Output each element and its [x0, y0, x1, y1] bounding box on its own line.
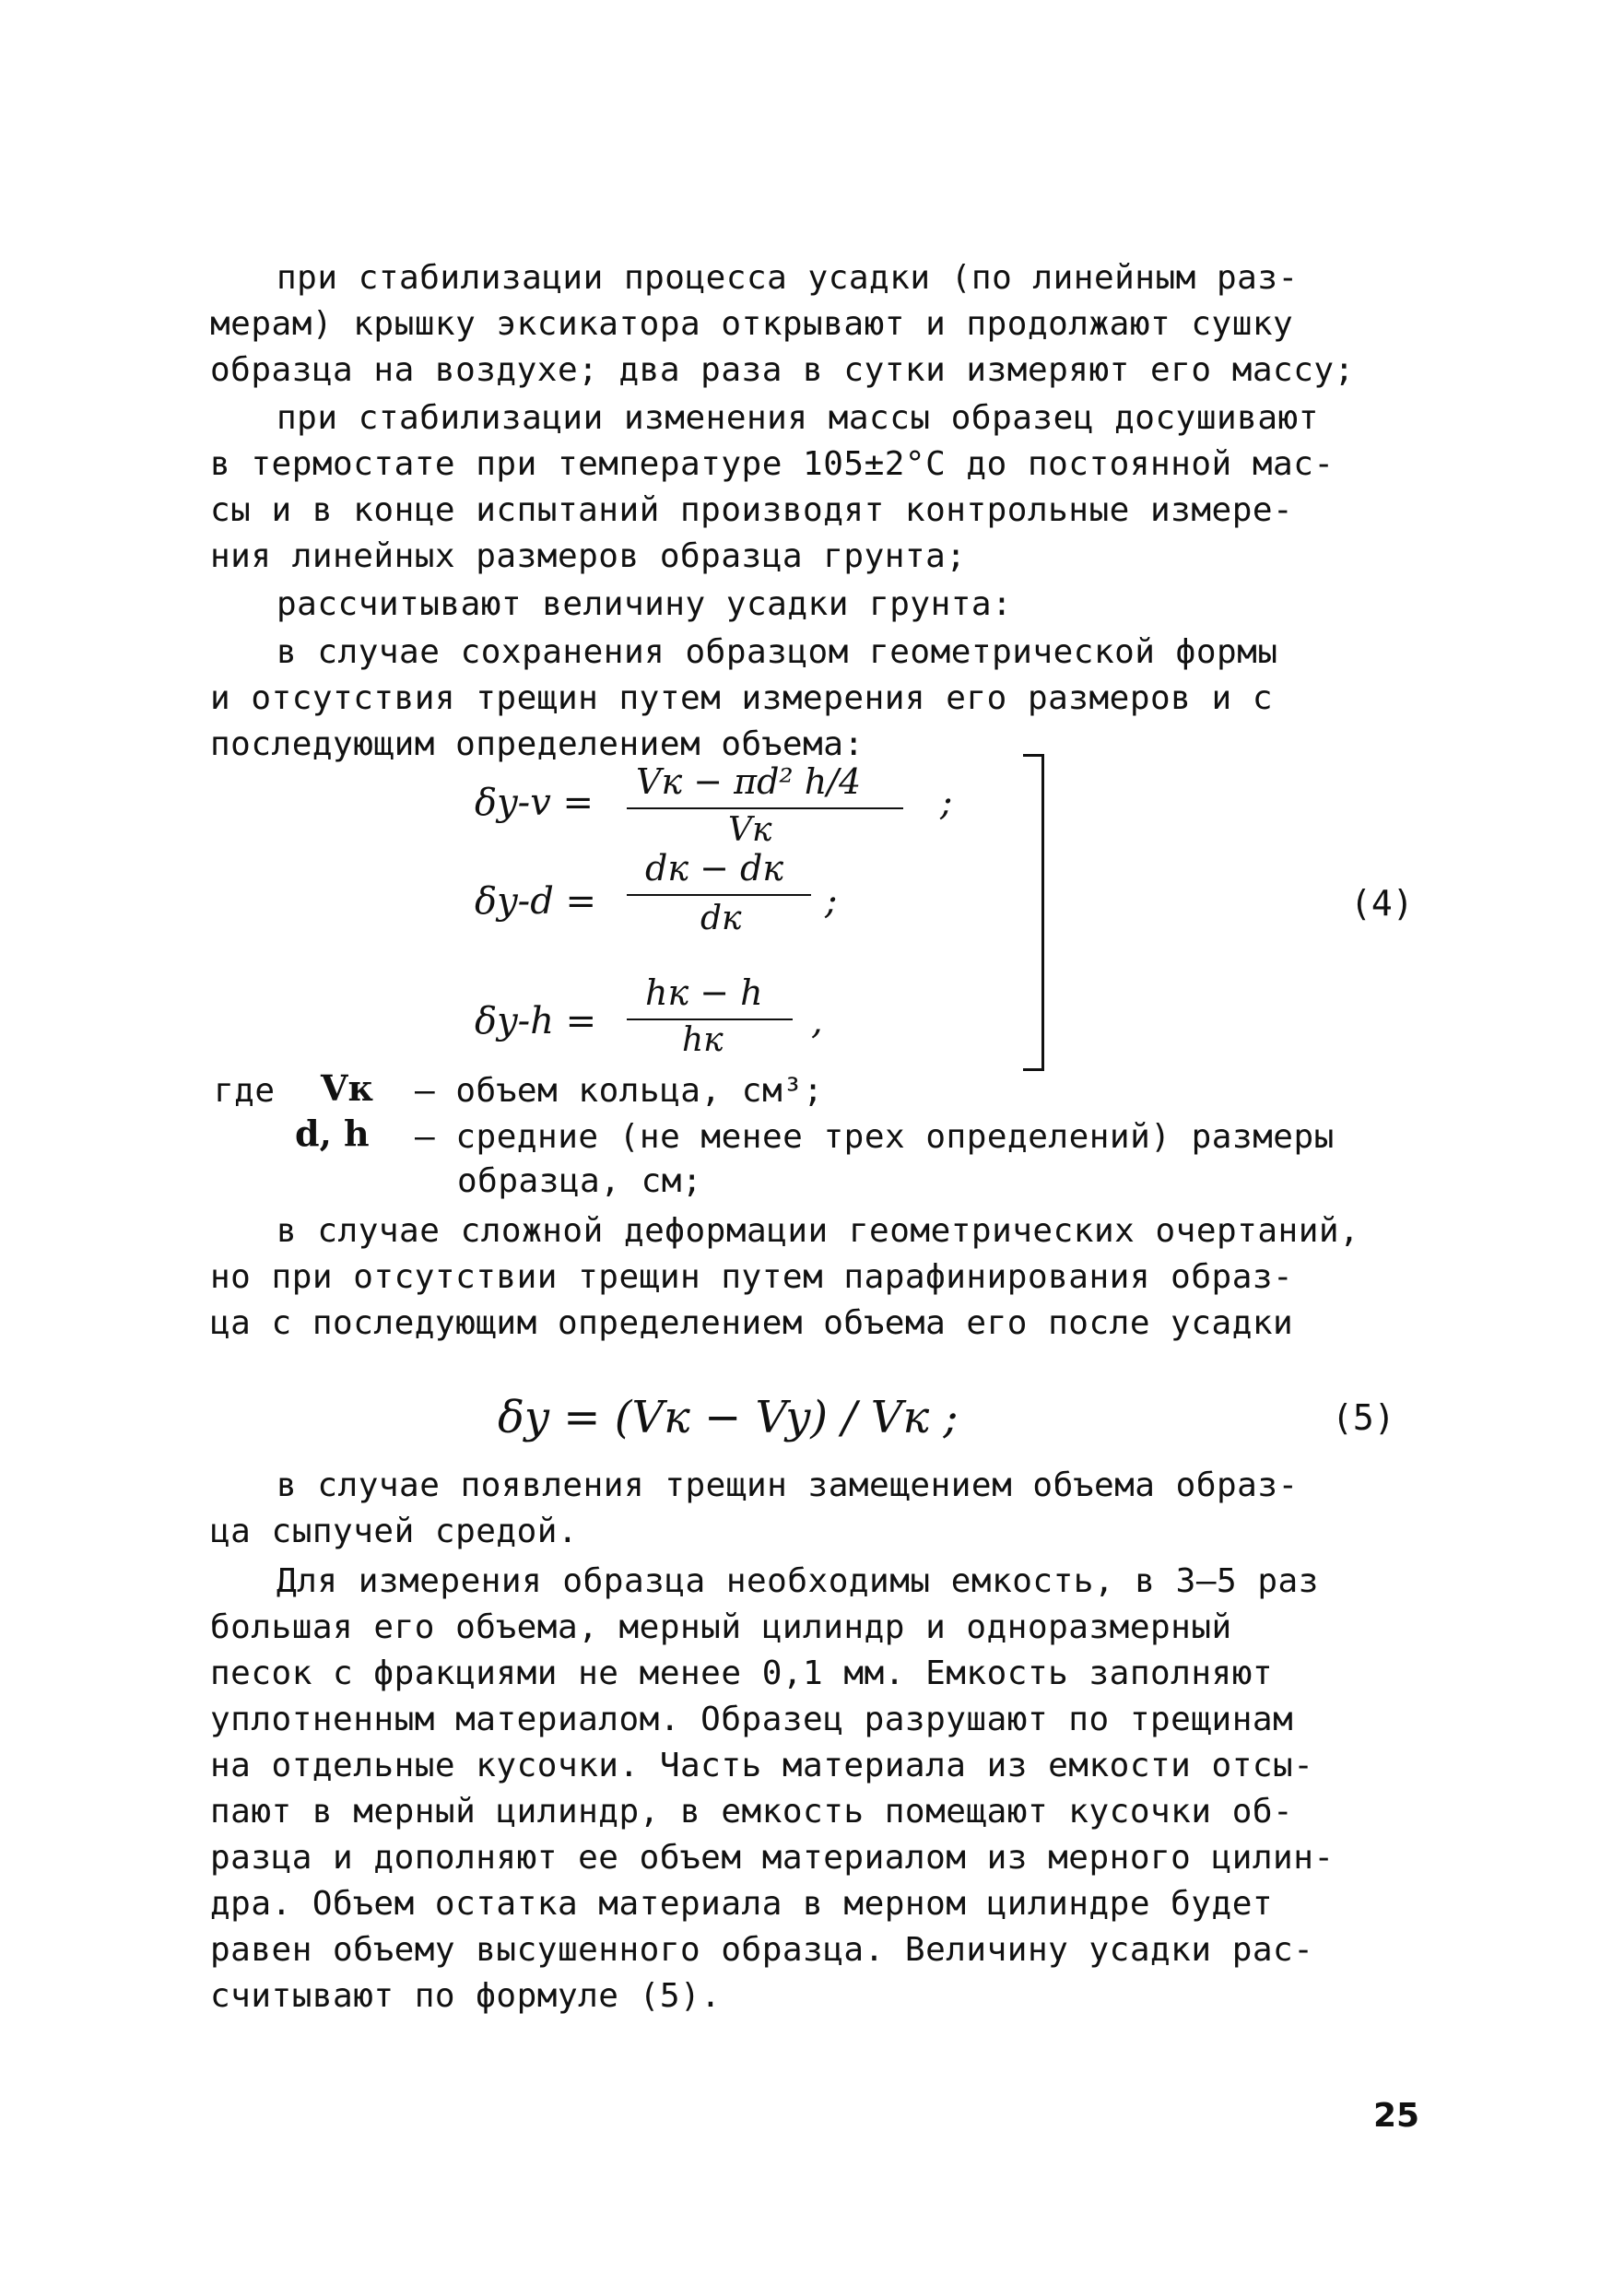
symbol-vk: Vк	[321, 1067, 373, 1109]
formula-lhs: δy-h =	[475, 1000, 597, 1042]
formula-lhs: δy-d =	[475, 880, 597, 923]
text-line: дра. Объем остатка материала в мерном цилиндре будет	[210, 1885, 1274, 1923]
text-line: и отсутствия трещин путем измерения его размеров и с	[210, 679, 1274, 717]
fraction-bar	[627, 807, 903, 809]
page-number: 25	[1373, 2097, 1420, 2135]
text-line: пают в мерный цилиндр, в емкость помещают кусочки об-	[210, 1793, 1294, 1831]
fraction-bar	[627, 894, 811, 896]
text-line: но при отсутствии трещин путем парафинирования образ-	[210, 1258, 1294, 1296]
text-line: при стабилизации изменения массы образец досушивают	[277, 399, 1319, 437]
formula-numerator: hк − h	[645, 972, 763, 1013]
text-line: в случае сложной деформации геометрических очертаний,	[277, 1212, 1360, 1250]
text-line: считывают по формуле (5).	[210, 1977, 722, 2015]
formula-numerator: Vк − πd² h/4	[636, 761, 862, 802]
text-line: Для измерения образца необходимы емкость, в 3–5 раз	[277, 1562, 1319, 1600]
fraction-bar	[627, 1018, 793, 1020]
text-line: рассчитывают величину усадки грунта:	[277, 585, 1013, 623]
formula-lhs: δy-v =	[475, 782, 594, 824]
text-line: ния линейных размеров образца грунта;	[210, 537, 967, 575]
text-line: образца на воздухе; два раза в сутки измеряют его массу;	[210, 351, 1355, 389]
formula-punct: ,	[811, 1000, 823, 1042]
where-label: где	[214, 1072, 276, 1110]
text-line: на отдельные кусочки. Часть материала из емкости отсы-	[210, 1747, 1314, 1784]
formula-denominator: Vк	[728, 811, 772, 849]
text-line: разца и дополняют ее объем материалом из мерного цилин-	[210, 1839, 1335, 1877]
text-line: большая его объема, мерный цилиндр и одноразмерный	[210, 1608, 1232, 1646]
right-brace	[1023, 754, 1044, 1071]
definition-line: – объем кольца, см³;	[415, 1072, 824, 1110]
text-line: ца с последующим определением объема его после усадки	[210, 1304, 1294, 1342]
text-line: равен объему высушенного образца. Величину усадки рас-	[210, 1931, 1314, 1969]
text-line: уплотненным материалом. Образец разрушают по трещинам	[210, 1701, 1294, 1738]
text-line: в случае сохранения образцом геометрической формы	[277, 633, 1278, 671]
formula-punct: ;	[825, 880, 838, 923]
text-line: сы и в конце испытаний производят контрольные измере-	[210, 491, 1294, 529]
equation-number: (4)	[1350, 883, 1414, 924]
formula-denominator: hк	[682, 1021, 724, 1059]
formula-numerator: dк − dк	[645, 848, 784, 889]
text-line: в случае появления трещин замещением объема образ-	[277, 1466, 1299, 1504]
text-line: мерам) крышку эксикатора открывают и продолжают сушку	[210, 305, 1294, 343]
text-line: при стабилизации процесса усадки (по линейным раз-	[277, 259, 1299, 297]
equation-number: (5)	[1332, 1397, 1395, 1438]
text-line: последующим определением объема:	[210, 725, 865, 763]
formula-denominator: dк	[700, 900, 742, 937]
definition-line: образца, см;	[457, 1162, 703, 1200]
text-line: ца сыпучей средой.	[210, 1513, 579, 1550]
text-line: песок с фракциями не менее 0,1 мм. Емкость заполняют	[210, 1654, 1274, 1692]
symbol-d-h: d, h	[295, 1113, 370, 1154]
definition-line: – средние (не менее трех определений) размеры	[415, 1118, 1335, 1156]
formula-punct: ;	[940, 782, 953, 824]
formula-5: δy = (Vк − Vy) / Vк ;	[498, 1392, 959, 1443]
text-line: в термостате при температуре 105±2°С до постоянной мас-	[210, 445, 1335, 483]
